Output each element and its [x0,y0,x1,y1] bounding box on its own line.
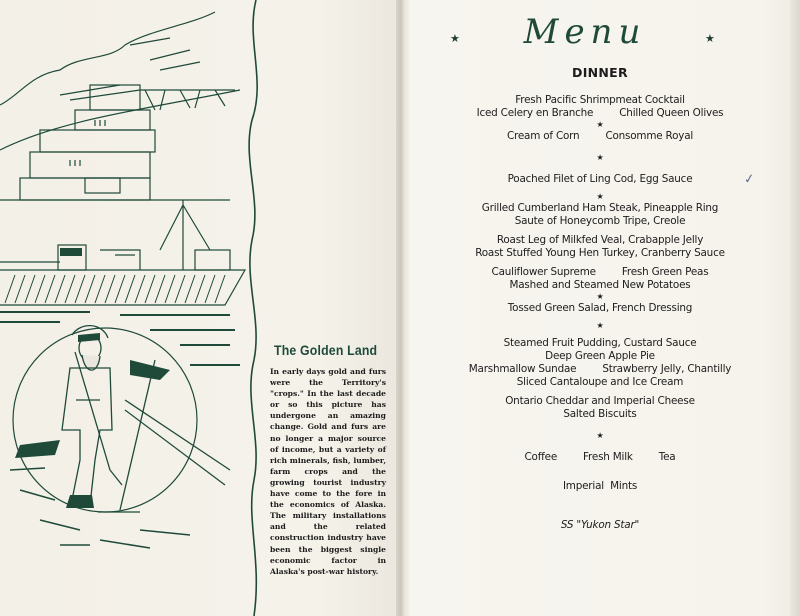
menu-item: Chilled Queen Olives [619,107,724,119]
menu-item: Sliced Cantaloupe and Ice Cream [516,376,684,388]
mining-town-ship-prospector-icon [0,0,270,616]
menu-item: Fresh Green Peas [621,266,709,278]
article-title: The Golden Land [274,342,378,358]
dinner-menu [410,0,800,616]
menu-item-group [410,451,790,464]
menu-item: Poached Filet of Ling Cod, Egg Sauce [507,173,693,185]
star-separator-icon: ★ [596,120,604,129]
star-separator-icon: ★ [596,292,604,301]
menu-item: Cauliflower Supreme [491,266,596,278]
menu-item: Coffee [524,451,558,463]
menu-item: Roast Leg of Milkfed Veal, Crabapple Jelly [496,234,704,246]
menu-item: Fresh Pacific Shrimpmeat Cocktail [515,94,685,106]
star-separator-icon: ★ [596,321,604,330]
menu-item: Saute of Honeycomb Tripe, Creole [514,215,686,227]
article-body: In early days gold and furs were the Territory's "crops." In the last decade or so this picture has undergone an amazing change. Gold and furs are no longer a major source of income, but a variety of rich minerals, fish, lumber, farm crops and the growing tourist industry have come to the fore in the economics of Alaska. The military installations and the related construction industry have been the biggest single economic factor in Alaska's post-war history. [270,367,386,576]
menu-body [410,66,790,532]
menu-item-pair [410,130,790,143]
menu-item: Roast Stuffed Young Hen Turkey, Cranberry Sauce [475,247,725,259]
menu-item: Grilled Cumberland Ham Steak, Pineapple Ring [481,202,719,214]
menu-item: Iced Celery en Branche [476,107,594,119]
star-separator-icon: ★ [596,192,604,201]
meal-heading: DINNER [572,65,628,80]
menu-item: Tossed Green Salad, French Dressing [507,302,693,314]
menu-item: Marshmallow Sundae [468,363,577,375]
checkmark-icon: ✓ [743,171,756,188]
menu-item: Tea [658,451,676,463]
golden-land-article [270,342,386,577]
center-fold [396,0,410,616]
menu-item: Consomme Royal [605,130,694,142]
menu-header [410,12,790,56]
star-separator-icon: ★ [596,153,604,162]
menu-item-pair [410,363,790,376]
star-icon: ★ [705,32,715,45]
menu-item: Ontario Cheddar and Imperial Cheese [505,395,695,407]
menu-item: Mashed and Steamed New Potatoes [509,279,691,291]
menu-item: Deep Green Apple Pie [545,350,655,362]
alaska-illustration [0,0,270,616]
menu-item: Cream of Corn [506,130,580,142]
menu-item: Salted Biscuits [563,408,637,420]
menu-item: Imperial Mints [562,480,638,492]
menu-item-pair [410,266,790,279]
menu-title: Menu [523,12,647,52]
menu-item: Strawberry Jelly, Chantilly [602,363,732,375]
menu-item: Fresh Milk [583,451,633,463]
star-separator-icon: ★ [596,431,604,440]
menu-item-pair [410,107,790,120]
ship-name: SS "Yukon Star" [560,519,640,531]
star-icon: ★ [450,32,460,45]
menu-item: Steamed Fruit Pudding, Custard Sauce [503,337,697,349]
